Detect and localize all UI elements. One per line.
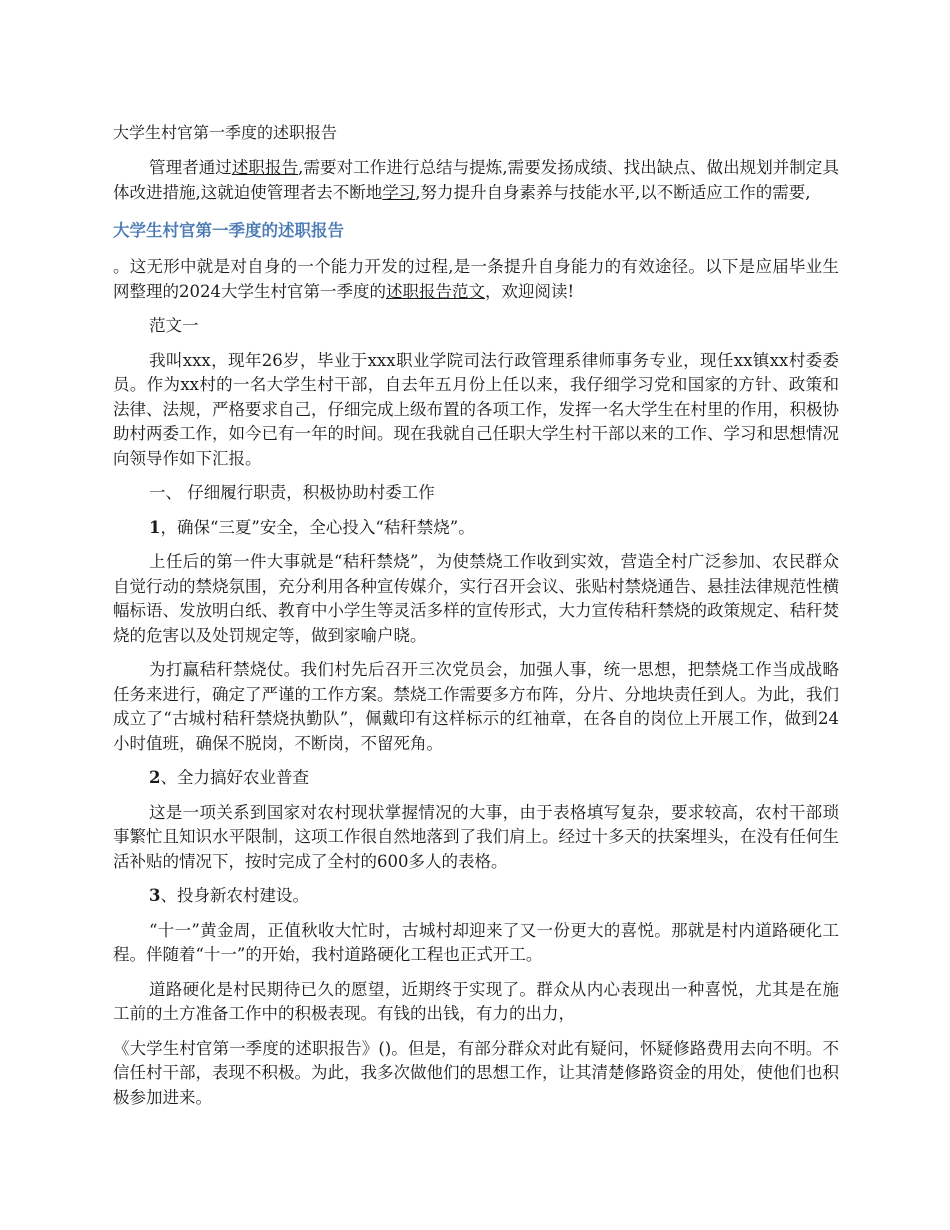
road-paragraph-2: 道路硬化是村民期待已久的愿望，近期终于实现了。群众从内心表现出一种喜悦，尤其是在施工前的土方准备工作中的积极表现。有钱的出钱，有力的出力，	[113, 979, 839, 1023]
link-study[interactable]: 学习	[382, 182, 416, 202]
self-intro-paragraph: 我叫xxx，现年26岁，毕业于xxx职业学院司法行政管理系律师事务专业，现任xx镇xx村委委员。作为xx村的一名大学生村干部，自去年五月份上任以来，我仔细学习党和国家的方针、政策和法律、法规，严格要求自己，仔细完成上级布置的各项工作，发挥一名大学生在村里的作用，积极协助村两委工作，如今已有一年的时间。现在我就自己任职大学生村干部以来的工作、学习和思想情况向领导作如下汇报。	[113, 350, 839, 468]
item-two-number: 2	[149, 768, 161, 787]
link-report[interactable]: 述职报告	[231, 158, 299, 177]
document-title: 大学生村官第一季度的述职报告	[113, 123, 338, 142]
road-paragraph-1: “十一”黄金周，正值秋收大忙时，古城村却迎来了又一份更大的喜悦。那就是村内道路硬化工程。伴随着“十一”的开始，我村道路硬化工程也正式开工。	[113, 920, 839, 964]
document-page	[113, 120, 839, 1120]
lead-paragraph	[113, 255, 839, 304]
item-three-number: 3	[149, 886, 161, 905]
sample-label: 范文一	[149, 316, 199, 335]
item-one-title	[113, 516, 839, 541]
burn-ban-paragraph-2: 为打赢秸秆禁烧仗。我们村先后召开三次党员会，加强人事，统一思想，把禁烧工作当成战略任务来进行，确定了严谨的工作方案。禁烧工作需要多方布阵，分片、分地块责任到人。为此，我们成立了“古城村秸秆禁烧执勤队”，佩戴印有这样标示的红袖章，在各自的岗位上开展工作，做到24小时值班，确保不脱岗，不断岗，不留死角。	[113, 660, 839, 753]
item-two-text: 、全力搞好农业普查	[160, 768, 309, 787]
section-heading: 大学生村官第一季度的述职报告	[113, 221, 344, 240]
lead-text-2: ，欢迎阅读!	[485, 281, 575, 301]
item-one-text: ，确保“三夏”安全，全心投入“秸秆禁烧”。	[160, 517, 475, 537]
census-paragraph: 这是一项关系到国家对农村现状掌握情况的大事，由于表格填写复杂，要求较高，农村干部琐事繁忙且知识水平限制，这项工作很自然地落到了我们肩上。经过十多天的扶案埋头，在没有任何生活补贴的情况下，按时完成了全村的600多人的表格。	[113, 802, 839, 871]
lead-text-1: 。这无形中就是对自身的一个能力开发的过程,是一条提升自身能力的有效途径。以下是应届毕业生网整理的2024大学生村官第一季度的	[113, 257, 839, 301]
item-two-title	[113, 766, 839, 791]
item-one-number: 1	[149, 517, 161, 537]
item-three-title	[113, 884, 839, 909]
burn-ban-paragraph-1: 上任后的第一件大事就是“秸秆禁烧”，为使禁烧工作收到实效，营造全村广泛参加、农民群众自觉行动的禁烧氛围，充分利用各种宣传媒介，实行召开会议、张贴村禁烧通告、悬挂法律规范性横幅标语、发放明白纸、教育中小学生等灵活多样的宣传形式，大力宣传秸秆禁烧的政策规定、秸秆焚烧的危害以及处罚规定等，做到家喻户晓。	[113, 552, 839, 645]
intro-paragraph	[113, 156, 839, 205]
section-one-title: 一、 仔细履行职责，积极协助村委工作	[149, 483, 435, 502]
intro-text-2: ,需要对工作进行总结与提炼,需要发扬成绩、找出缺点、做出规划并制定具体改进措施,这就迫使管理者去不断地	[113, 158, 840, 202]
intro-text-1: 管理者通过	[149, 158, 232, 177]
intro-text-3: ,努力提升自身素养与技能水平,以不断适应工作的需要,	[415, 182, 811, 202]
item-three-text: 、投身新农村建设。	[160, 886, 309, 905]
road-paragraph-3: 《大学生村官第一季度的述职报告》()。但是，有部分群众对此有疑问，怀疑修路费用去向不明。不信任村干部，表现不积极。为此，我多次做他们的思想工作，让其清楚修路资金的用处，使他们也积极参加进来。	[113, 1038, 839, 1107]
link-sample-report[interactable]: 述职报告范文	[386, 281, 485, 301]
